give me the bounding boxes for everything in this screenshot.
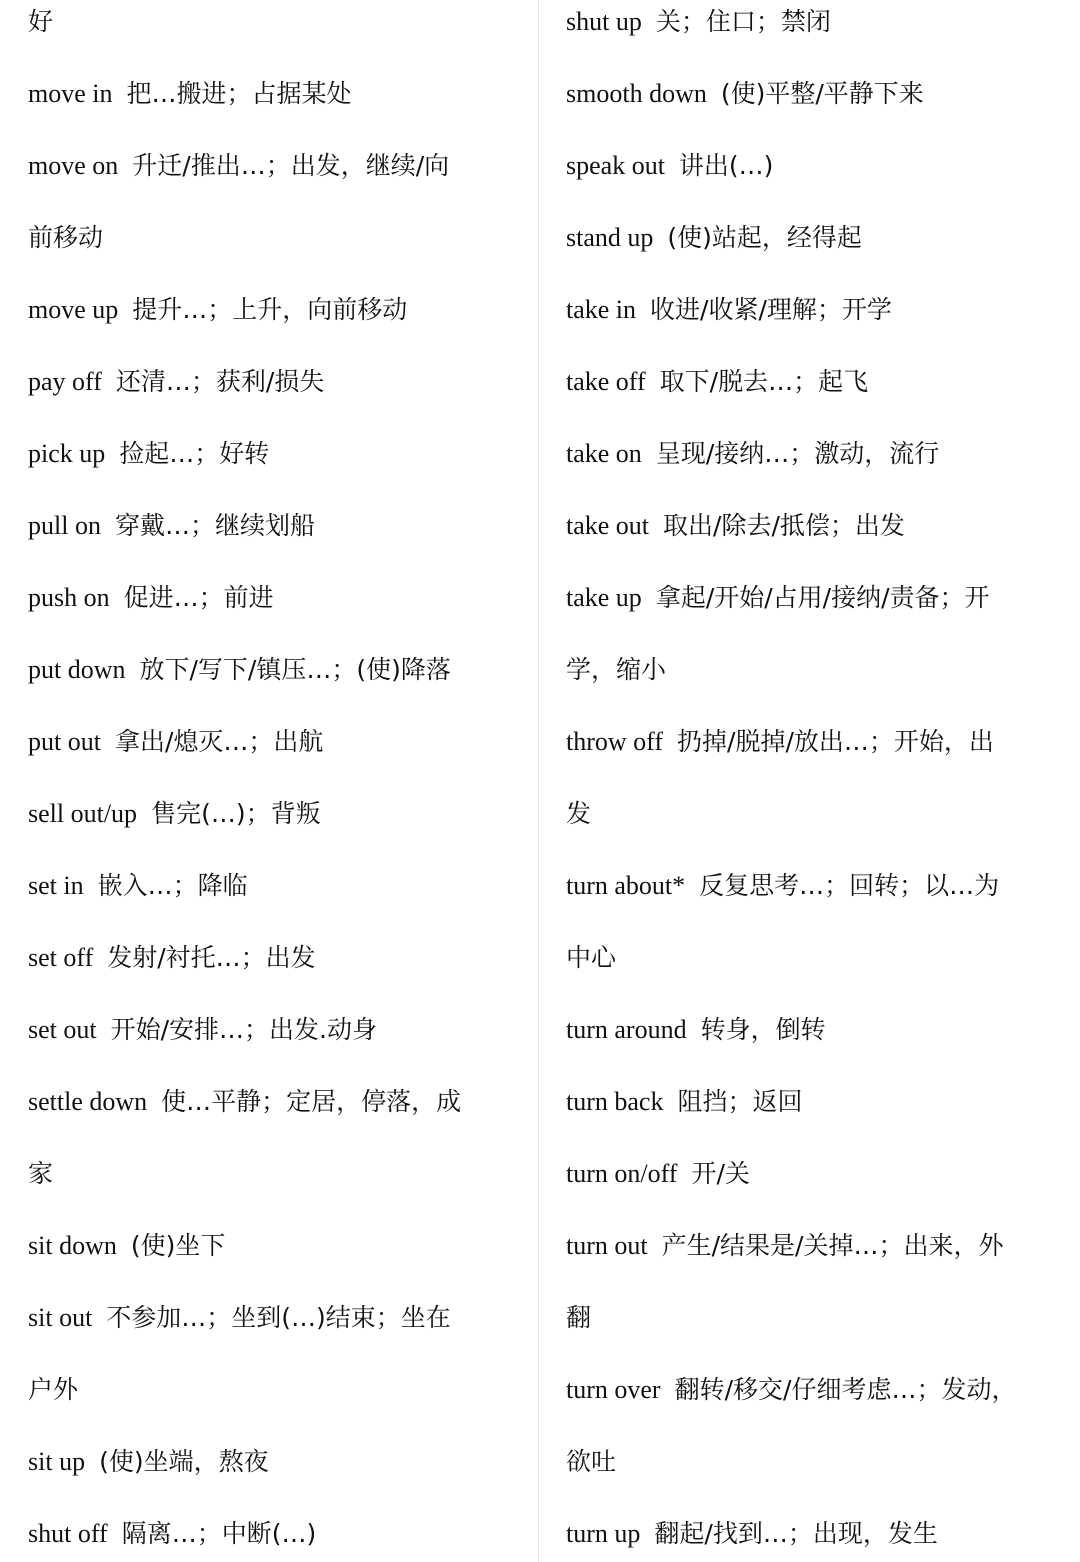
phrase-term: set out <box>28 1015 97 1044</box>
continuation-text: 家 <box>28 1159 54 1188</box>
phrase-definition: 穿戴…；继续划船 <box>114 511 315 540</box>
definition-continuation <box>28 218 103 258</box>
phrase-term: put out <box>28 727 101 756</box>
definition-continuation <box>566 650 666 690</box>
phrase-term: smooth down <box>566 79 707 108</box>
phrase-term: sit up <box>28 1447 86 1476</box>
phrase-term: pick up <box>28 439 106 468</box>
phrase-definition: 发射/衬托…；出发 <box>107 943 316 972</box>
phrase-definition: 取出/除去/抵偿；出发 <box>663 511 905 540</box>
phrase-definition: (使)坐下 <box>130 1231 226 1260</box>
phrase-definition: 升迁/推出…；出发，继续/向 <box>132 151 450 180</box>
phrase-entry <box>566 146 773 186</box>
phrase-entry <box>566 722 994 762</box>
phrase-entry <box>566 434 939 474</box>
phrase-term: turn over <box>566 1375 661 1404</box>
continuation-text: 翻 <box>566 1303 592 1332</box>
definition-continuation <box>28 1370 78 1410</box>
phrase-entry <box>28 938 316 978</box>
continuation-text: 欲吐 <box>566 1447 617 1476</box>
phrase-definition: 放下/写下/镇压…；(使)降落 <box>139 655 451 684</box>
phrase-definition: 还清…；获利/损失 <box>115 367 325 396</box>
phrase-definition: 使…平静；定居，停落，成 <box>161 1087 462 1116</box>
phrase-entry <box>28 794 321 834</box>
phrase-entry <box>566 1514 938 1554</box>
phrase-definition: 产生/结果是/关掉…；出来，外 <box>661 1231 1004 1260</box>
phrase-term: set off <box>28 943 94 972</box>
phrase-entry <box>28 722 323 762</box>
phrase-entry <box>28 1442 269 1482</box>
definition-continuation <box>566 794 591 834</box>
phrase-entry <box>566 866 999 906</box>
phrase-entry <box>566 1154 750 1194</box>
phrase-entry <box>28 578 274 618</box>
definition-continuation <box>28 2 53 42</box>
continuation-text: 中心 <box>566 943 617 972</box>
phrase-entry <box>566 290 892 330</box>
phrase-term: turn around <box>566 1015 687 1044</box>
phrase-definition: (使)坐端，熬夜 <box>99 1447 269 1476</box>
phrase-entry <box>28 866 248 906</box>
phrase-definition: 不参加…；坐到(…)结束；坐在 <box>106 1303 451 1332</box>
phrase-term: move up <box>28 295 119 324</box>
phrase-term: take on <box>566 439 642 468</box>
phrase-term: shut off <box>28 1519 108 1548</box>
phrase-term: sit down <box>28 1231 117 1260</box>
phrase-definition: 拿出/熄灭…；出航 <box>114 727 324 756</box>
phrase-definition: 阻挡；返回 <box>677 1087 803 1116</box>
phrase-term: turn up <box>566 1519 641 1548</box>
phrase-definition: 把…搬进；占据某处 <box>126 79 352 108</box>
phrase-term: sell out/up <box>28 799 138 828</box>
phrase-definition: 呈现/接纳…；激动，流行 <box>655 439 940 468</box>
phrase-definition: 嵌入…；降临 <box>97 871 248 900</box>
phrase-term: turn back <box>566 1087 664 1116</box>
definition-continuation <box>28 1154 53 1194</box>
phrase-definition: 隔离…；中断(…) <box>121 1519 317 1548</box>
phrase-definition: 关；住口；禁闭 <box>655 7 831 36</box>
phrase-term: take up <box>566 583 642 612</box>
phrase-entry <box>28 1226 225 1266</box>
column-divider <box>538 0 539 1562</box>
phrase-entry <box>566 506 905 546</box>
continuation-text: 发 <box>566 799 592 828</box>
phrase-term: settle down <box>28 1087 148 1116</box>
phrase-entry <box>28 1082 461 1122</box>
phrase-entry <box>28 1514 316 1554</box>
phrase-term: take in <box>566 295 637 324</box>
phrase-entry <box>566 362 868 402</box>
phrase-term: pay off <box>28 367 102 396</box>
phrase-definition: 促进…；前进 <box>123 583 274 612</box>
continuation-text: 户外 <box>28 1375 79 1404</box>
phrase-entry <box>566 74 924 114</box>
phrase-definition: 提升…；上升，向前移动 <box>132 295 408 324</box>
phrase-term: turn on/off <box>566 1159 678 1188</box>
phrase-entry <box>28 74 352 114</box>
definition-continuation <box>566 1442 616 1482</box>
continuation-text: 前移动 <box>28 223 104 252</box>
phrase-entry <box>28 434 269 474</box>
phrase-entry <box>566 1370 1016 1410</box>
phrase-definition: (使)平整/平静下来 <box>720 79 924 108</box>
phrase-term: shut up <box>566 7 642 36</box>
phrase-entry <box>566 1010 826 1050</box>
phrase-term: throw off <box>566 727 664 756</box>
continuation-text: 学，缩小 <box>566 655 667 684</box>
phrase-definition: 收进/收紧/理解；开学 <box>650 295 892 324</box>
phrase-definition: 反复思考…；回转；以…为 <box>699 871 1000 900</box>
phrase-definition: 转身，倒转 <box>700 1015 826 1044</box>
phrase-definition: 开始/安排…；出发.动身 <box>110 1015 377 1044</box>
phrase-term: move on <box>28 151 119 180</box>
phrase-entry <box>28 1298 451 1338</box>
phrase-entry <box>28 506 315 546</box>
phrase-entry <box>28 650 451 690</box>
phrase-term: set in <box>28 871 84 900</box>
phrase-term: speak out <box>566 151 665 180</box>
phrase-definition: 开/关 <box>691 1159 750 1188</box>
phrase-term: take out <box>566 511 650 540</box>
phrase-definition: 拿起/开始/占用/接纳/责备；开 <box>655 583 990 612</box>
phrase-definition: 讲出(…) <box>678 151 774 180</box>
phrase-entry <box>566 2 831 42</box>
phrase-entry <box>28 146 449 186</box>
phrase-definition: 售完(…)；背叛 <box>151 799 321 828</box>
definition-continuation <box>566 938 616 978</box>
phrase-entry <box>28 290 407 330</box>
phrase-term: turn out <box>566 1231 648 1260</box>
phrase-definition: 翻转/移交/仔细考虑…；发动， <box>674 1375 1017 1404</box>
phrase-term: sit out <box>28 1303 93 1332</box>
phrase-term: take off <box>566 367 646 396</box>
phrase-entry <box>28 362 324 402</box>
phrase-term: stand up <box>566 223 654 252</box>
phrase-entry <box>566 578 990 618</box>
phrase-definition: 取下/脱去…；起飞 <box>659 367 869 396</box>
phrase-definition: 扔掉/脱掉/放出…；开始，出 <box>677 727 994 756</box>
definition-continuation <box>566 1298 591 1338</box>
phrase-term: move in <box>28 79 113 108</box>
phrase-entry <box>566 1082 802 1122</box>
phrase-term: put down <box>28 655 126 684</box>
phrase-entry <box>566 218 862 258</box>
phrase-definition: 捡起…；好转 <box>119 439 270 468</box>
phrase-term: pull on <box>28 511 101 540</box>
continuation-text: 好 <box>28 7 54 36</box>
phrase-term: turn about* <box>566 871 686 900</box>
phrase-entry <box>566 1226 1003 1266</box>
phrase-definition: 翻起/找到…；出现，发生 <box>654 1519 938 1548</box>
phrase-term: push on <box>28 583 110 612</box>
phrase-entry <box>28 1010 377 1050</box>
phrase-definition: (使)站起，经得起 <box>667 223 862 252</box>
